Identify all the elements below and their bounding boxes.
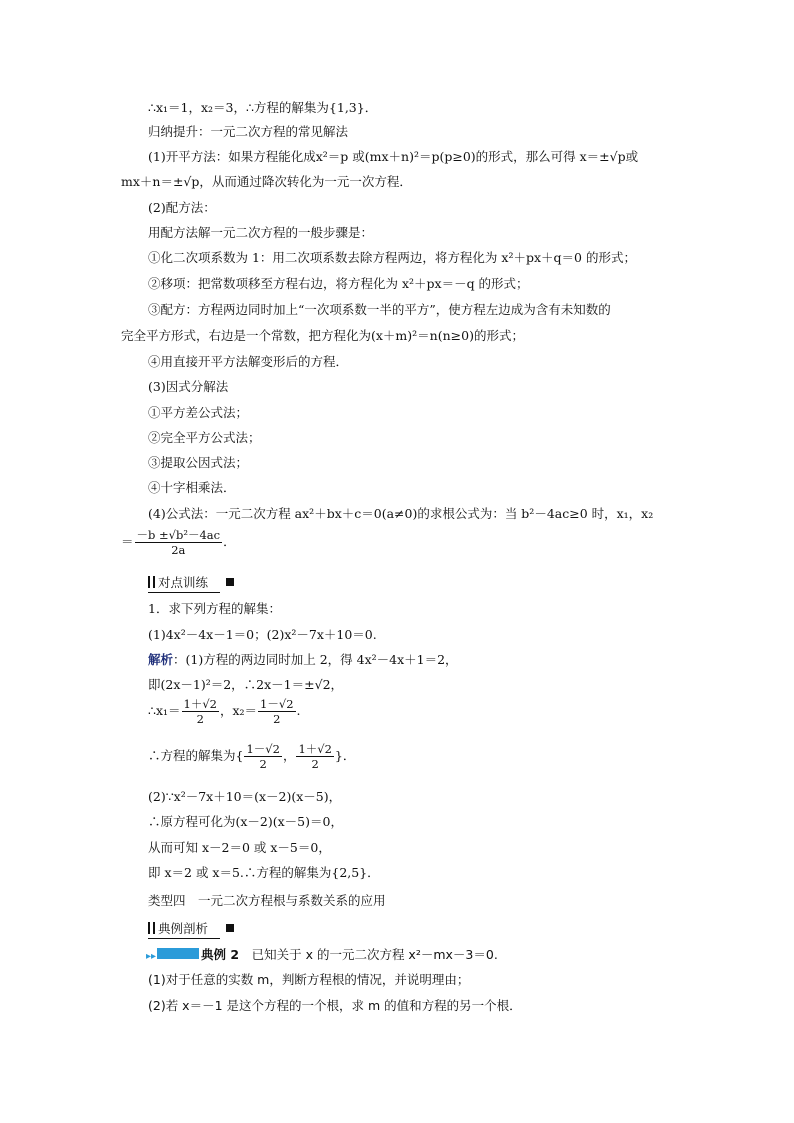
header-bar-icon — [148, 922, 150, 934]
text-fragment: }． — [334, 748, 356, 763]
fraction — [258, 697, 295, 726]
text-line: (2)配方法： — [148, 200, 216, 215]
text-line: (3)因式分解法 — [148, 379, 229, 394]
fraction-numerator: 1＋√2 — [298, 742, 332, 756]
square-icon — [226, 578, 234, 586]
text-line: ④十字相乘法． — [148, 480, 236, 495]
example-label: 典例 2 — [201, 947, 240, 962]
text-line: ②移项：把常数项移至方程右边，将方程化为 x²＋px＝－q 的形式； — [148, 276, 529, 291]
text-line: mx＋n＝±√p，从而通过降次转化为一元一次方程． — [121, 174, 412, 189]
section-header-label: 对点训练 — [158, 575, 209, 590]
solution-line — [148, 652, 458, 668]
text-line: (1)4x²－4x－1＝0；(2)x²－7x＋10＝0. — [148, 627, 377, 642]
text-line: (1)开平方法：如果方程能化成x²＝p 或(mx＋n)²＝p(p≥0)的形式，那么可得 x＝±√p或 — [148, 149, 639, 164]
header-bar-icon — [153, 576, 155, 588]
text-line: ∴原方程可化为(x－2)(x－5)＝0， — [148, 814, 343, 829]
text-line: (2)∵x²－7x＋10＝(x－2)(x－5)， — [148, 789, 342, 804]
example-tag-icon — [157, 948, 199, 959]
text-fragment: ，x₂＝ — [219, 703, 258, 718]
square-icon — [226, 924, 234, 932]
roots-line — [148, 697, 301, 726]
section-header-practice — [148, 575, 234, 593]
text-line: 完全平方形式，右边是一个常数，把方程化为(x＋m)²＝n(n≥0)的形式； — [121, 328, 524, 343]
fraction — [296, 742, 333, 771]
text-line: ②完全平方公式法； — [148, 430, 261, 445]
text-fragment: ∴方程的解集为{ — [148, 748, 244, 763]
equals-sign: ＝ — [121, 534, 134, 549]
text-line: 从而可知 x－2＝0 或 x－5＝0， — [148, 840, 331, 855]
fraction-denominator: 2 — [273, 712, 281, 726]
text-line: ∴x₁＝1，x₂＝3，∴方程的解集为{1,3}． — [148, 100, 378, 115]
text-line: 即(2x－1)²＝2，∴2x－1＝±√2， — [148, 677, 344, 692]
fraction — [244, 742, 281, 771]
text-line: 用配方法解一元二次方程的一般步骤是： — [148, 225, 374, 240]
fraction-numerator: 1－√2 — [260, 697, 294, 711]
solution-text: ：(1)方程的两边同时加上 2，得 4x²－4x＋1＝2， — [173, 652, 458, 667]
header-bar-icon — [148, 576, 150, 588]
text-line: ①化二次项系数为 1：用二次项系数去除方程两边，将方程化为 x²＋px＋q＝0 的形式； — [148, 250, 636, 265]
quadratic-formula — [121, 528, 236, 557]
text-fragment: ， — [282, 748, 296, 763]
text-line: ①平方差公式法； — [148, 405, 249, 420]
example-text: 已知关于 x 的一元二次方程 x²－mx－3＝0. — [239, 947, 498, 962]
text-line: 即 x＝2 或 x＝5.∴方程的解集为{2,5}． — [148, 865, 380, 880]
type-heading: 类型四 一元二次方程根与系数关系的应用 — [148, 893, 386, 908]
fraction-denominator: 2 — [259, 757, 267, 771]
text-line: ④用直接开平方法解变形后的方程． — [148, 354, 349, 369]
formula-fraction — [135, 528, 223, 557]
fraction-denominator: 2a — [171, 543, 186, 557]
section-summary-title: 归纳提升：一元二次方程的常见解法 — [148, 124, 349, 139]
text-line: ③配方：方程两边同时加上“一次项系数一半的平方”，使方程左边成为含有未知数的 — [148, 302, 611, 317]
fraction-numerator: 1－√2 — [246, 742, 280, 756]
solution-set-line — [148, 742, 355, 771]
period: ． — [223, 534, 236, 549]
fraction-numerator: －b ±√b²－4ac — [136, 528, 221, 542]
text-line: ③提取公因式法； — [148, 455, 249, 470]
exercise-title: 1．求下列方程的解集： — [148, 601, 281, 616]
example-line — [146, 947, 498, 965]
section-header-label: 典例剖析 — [158, 921, 209, 936]
solution-label: 解析 — [148, 652, 174, 667]
fraction-denominator: 2 — [311, 757, 319, 771]
question-part: (1)对于任意的实数 m，判断方程根的情况，并说明理由； — [148, 972, 470, 987]
header-bar-icon — [153, 922, 155, 934]
fraction-numerator: 1＋√2 — [183, 697, 217, 711]
fraction — [182, 697, 219, 726]
text-fragment: ∴x₁＝ — [148, 703, 181, 718]
text-line: (4)公式法：一元二次方程 ax²＋bx＋c＝0(a≠0)的求根公式为：当 b²－4ac≥0 时，x₁，x₂ — [148, 506, 654, 521]
question-part: (2)若 x＝－1 是这个方程的一个根，求 m 的值和方程的另一个根． — [148, 998, 522, 1013]
text-fragment: . — [296, 703, 301, 718]
double-arrow-icon: ▸▸ — [146, 951, 157, 962]
section-header-example — [148, 921, 234, 939]
fraction-denominator: 2 — [196, 712, 204, 726]
